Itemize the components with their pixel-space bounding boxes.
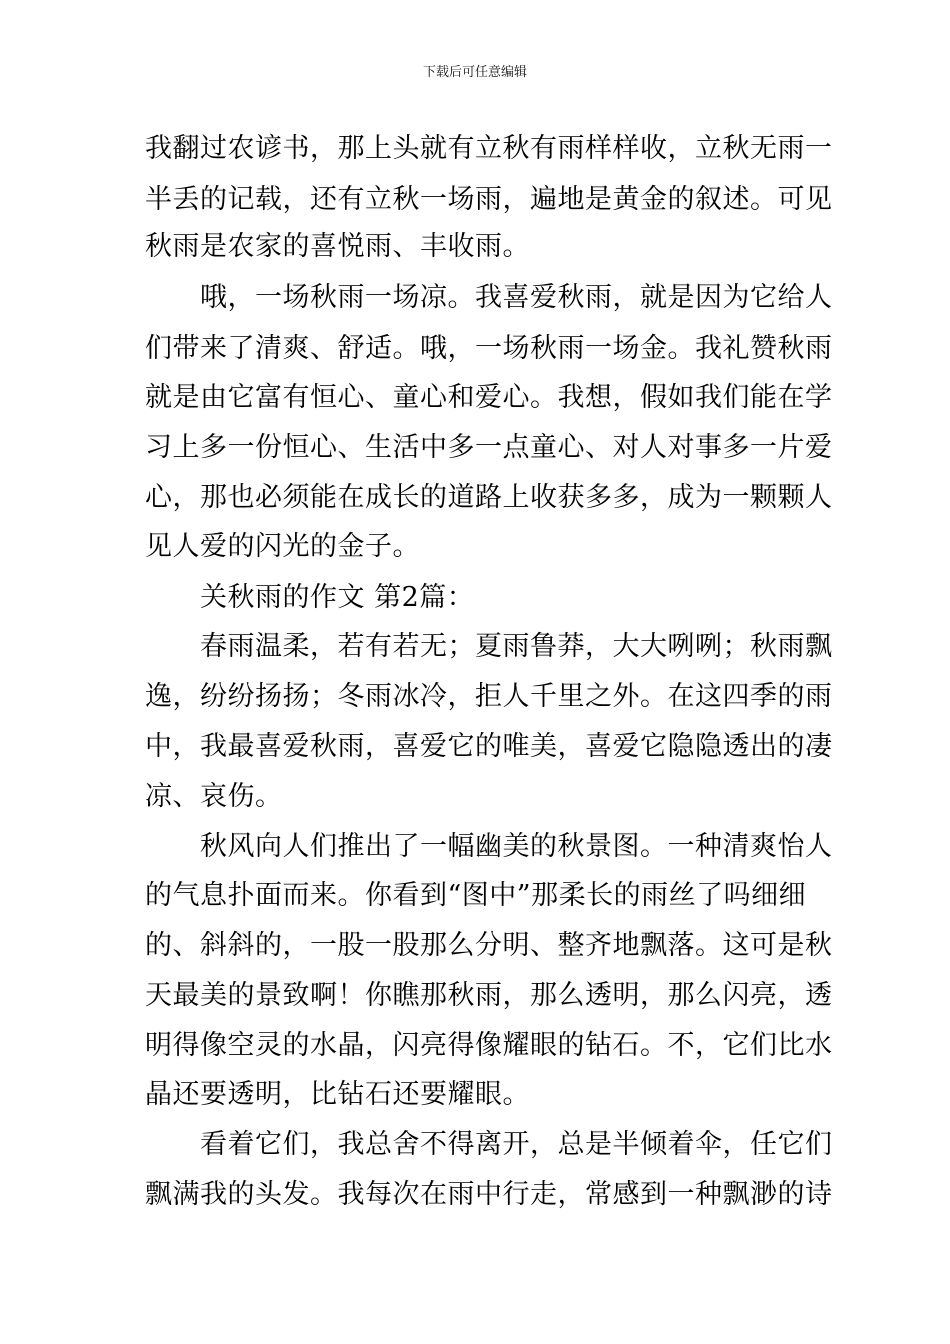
text-line: 中，我最喜爱秋雨，喜爱它的唯美，喜爱它隐隐透出的凄 (145, 731, 833, 762)
section-heading: 关秋雨的作文 第2篇： (145, 582, 475, 613)
text-line: 晶还要透明，比钻石还要耀眼。 (145, 1079, 530, 1110)
text-line: 秋雨是农家的喜悦雨、丰收雨。 (145, 231, 530, 262)
text-line: 的、斜斜的，一股一股那么分明、整齐地飘落。这可是秋 (145, 930, 833, 961)
text-line: 飘满我的头发。我每次在雨中行走，常感到一种飘渺的诗 (145, 1179, 833, 1210)
text-line: 春雨温柔，若有若无；夏雨鲁莽，大大咧咧；秋雨飘 (145, 631, 833, 662)
text-line: 哦，一场秋雨一场凉。我喜爱秋雨，就是因为它给人 (145, 282, 833, 313)
text-line: 逸，纷纷扬扬；冬雨冰冷，拒人千里之外。在这四季的雨 (145, 681, 833, 712)
text-line: 的气息扑面而来。你看到“图中”那柔长的雨丝了吗细细 (145, 880, 807, 911)
text-line: 习上多一份恒心、生活中多一点童心、对人对事多一片爱 (145, 432, 833, 463)
text-line: 天最美的景致啊！你瞧那秋雨，那么透明，那么闪亮，透 (145, 980, 833, 1011)
text-line: 凉、哀伤。 (145, 781, 283, 812)
text-line: 秋风向人们推出了一幅幽美的秋景图。一种清爽怡人 (145, 831, 833, 862)
text-line: 心，那也必须能在成长的道路上收获多多，成为一颗颗人 (145, 482, 833, 513)
text-line: 们带来了清爽、舒适。哦，一场秋雨一场金。我礼赞秋雨 (145, 333, 833, 364)
text-line: 明得像空灵的水晶，闪亮得像耀眼的钻石。不，它们比水 (145, 1030, 833, 1061)
text-line: 半丢的记载，还有立秋一场雨，遍地是黄金的叙述。可见 (145, 184, 833, 215)
page-header: 下载后可任意编辑 (422, 65, 527, 80)
text-line: 看着它们，我总舍不得离开，总是半倾着伞，任它们 (145, 1129, 833, 1160)
text-line: 见人爱的闪光的金子。 (145, 531, 420, 562)
text-line: 我翻过农谚书，那上头就有立秋有雨样样收，立秋无雨一 (145, 133, 833, 164)
text-line: 就是由它富有恒心、童心和爱心。我想，假如我们能在学 (145, 382, 833, 413)
